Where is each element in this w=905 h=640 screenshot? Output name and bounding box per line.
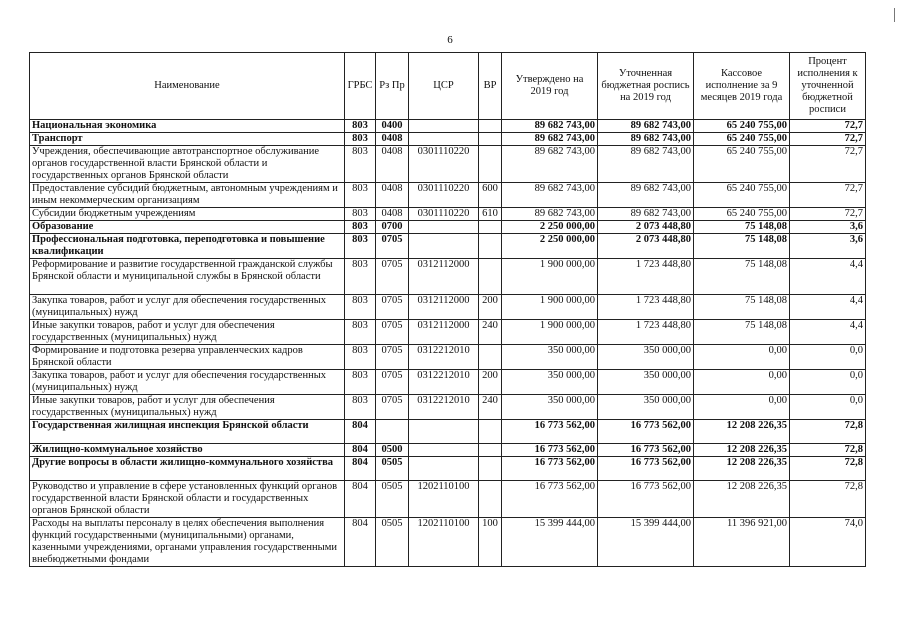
header-csr: ЦСР xyxy=(409,53,479,120)
row-approved: 350 000,00 xyxy=(502,370,598,395)
table-row xyxy=(30,133,866,146)
row-csr xyxy=(409,420,479,444)
row-name: Субсидии бюджетным учреждениям xyxy=(30,208,345,221)
row-vr: 200 xyxy=(479,370,502,395)
header-rzpr: Рз Пр xyxy=(376,53,409,120)
row-name: Закупка товаров, работ и услуг для обеспечения государственных (муниципальных) нужд xyxy=(30,370,345,395)
row-csr: 0312212010 xyxy=(409,345,479,370)
row-refined: 89 682 743,00 xyxy=(598,146,694,183)
row-approved: 2 250 000,00 xyxy=(502,221,598,234)
row-percent: 0,0 xyxy=(790,345,866,370)
row-vr: 240 xyxy=(479,320,502,345)
row-csr: 0312212010 xyxy=(409,395,479,420)
row-vr: 100 xyxy=(479,518,502,567)
row-vr xyxy=(479,345,502,370)
row-cash: 65 240 755,00 xyxy=(694,133,790,146)
table-row xyxy=(30,208,866,221)
row-grbs: 803 xyxy=(345,395,376,420)
row-approved: 1 900 000,00 xyxy=(502,259,598,295)
row-cash: 65 240 755,00 xyxy=(694,146,790,183)
row-name: Иные закупки товаров, работ и услуг для обеспечения государственных (муниципальных) нужд xyxy=(30,320,345,345)
row-grbs: 803 xyxy=(345,259,376,295)
row-csr: 0301110220 xyxy=(409,208,479,221)
row-grbs: 803 xyxy=(345,146,376,183)
row-refined: 1 723 448,80 xyxy=(598,320,694,345)
table-row xyxy=(30,518,866,567)
row-csr: 0312112000 xyxy=(409,320,479,345)
row-name: Предоставление субсидий бюджетным, автономным учреждениям и иным некоммерческим организациям xyxy=(30,183,345,208)
header-cash: Кассовое исполнение за 9 месяцев 2019 года xyxy=(694,53,790,120)
row-cash: 11 396 921,00 xyxy=(694,518,790,567)
row-percent: 72,7 xyxy=(790,146,866,183)
header-percent: Процент исполнения к уточненной бюджетной росписи xyxy=(790,53,866,120)
row-percent: 72,8 xyxy=(790,420,866,444)
row-grbs: 803 xyxy=(345,221,376,234)
header-name: Наименование xyxy=(30,53,345,120)
row-rzpr: 0700 xyxy=(376,221,409,234)
row-approved: 1 900 000,00 xyxy=(502,320,598,345)
row-vr xyxy=(479,259,502,295)
row-approved: 16 773 562,00 xyxy=(502,420,598,444)
row-name: Учреждения, обеспечивающие автотранспортное обслуживание органов государственной власти Брянской области и государственных органов Брянской области xyxy=(30,146,345,183)
row-refined: 2 073 448,80 xyxy=(598,234,694,259)
row-csr xyxy=(409,457,479,481)
header-approved: Утверждено на 2019 год xyxy=(502,53,598,120)
row-vr xyxy=(479,146,502,183)
row-grbs: 803 xyxy=(345,295,376,320)
row-grbs: 803 xyxy=(345,345,376,370)
row-csr: 0312112000 xyxy=(409,295,479,320)
table-row xyxy=(30,320,866,345)
row-percent: 72,7 xyxy=(790,120,866,133)
row-approved: 89 682 743,00 xyxy=(502,120,598,133)
row-refined: 1 723 448,80 xyxy=(598,295,694,320)
row-refined: 89 682 743,00 xyxy=(598,120,694,133)
row-name: Жилищно-коммунальное хозяйство xyxy=(30,444,345,457)
edge-mark xyxy=(894,8,895,22)
row-cash: 12 208 226,35 xyxy=(694,457,790,481)
row-cash: 75 148,08 xyxy=(694,295,790,320)
row-cash: 12 208 226,35 xyxy=(694,481,790,518)
row-refined: 89 682 743,00 xyxy=(598,208,694,221)
row-csr: 0301110220 xyxy=(409,146,479,183)
row-approved: 15 399 444,00 xyxy=(502,518,598,567)
row-approved: 350 000,00 xyxy=(502,345,598,370)
row-vr xyxy=(479,420,502,444)
row-rzpr: 0705 xyxy=(376,320,409,345)
row-name: Другие вопросы в области жилищно-коммунального хозяйства xyxy=(30,457,345,481)
row-cash: 75 148,08 xyxy=(694,259,790,295)
table-row xyxy=(30,481,866,518)
table-row xyxy=(30,221,866,234)
row-refined: 16 773 562,00 xyxy=(598,457,694,481)
row-cash: 65 240 755,00 xyxy=(694,120,790,133)
row-rzpr: 0505 xyxy=(376,457,409,481)
row-vr xyxy=(479,221,502,234)
header-vr: ВР xyxy=(479,53,502,120)
row-refined: 89 682 743,00 xyxy=(598,133,694,146)
row-name: Транспорт xyxy=(30,133,345,146)
row-rzpr: 0500 xyxy=(376,444,409,457)
row-cash: 65 240 755,00 xyxy=(694,208,790,221)
row-grbs: 803 xyxy=(345,370,376,395)
row-vr: 240 xyxy=(479,395,502,420)
row-grbs: 803 xyxy=(345,133,376,146)
budget-execution-table xyxy=(29,52,866,567)
row-name: Иные закупки товаров, работ и услуг для обеспечения государственных (муниципальных) нужд xyxy=(30,395,345,420)
row-refined: 16 773 562,00 xyxy=(598,420,694,444)
row-grbs: 804 xyxy=(345,420,376,444)
table-row xyxy=(30,420,866,444)
table-row xyxy=(30,146,866,183)
row-cash: 0,00 xyxy=(694,345,790,370)
row-name: Национальная экономика xyxy=(30,120,345,133)
row-refined: 16 773 562,00 xyxy=(598,481,694,518)
row-refined: 350 000,00 xyxy=(598,345,694,370)
row-name: Руководство и управление в сфере установленных функций органов государственной власти Брянской области и государственных органов Брянской области xyxy=(30,481,345,518)
table-row xyxy=(30,295,866,320)
row-rzpr: 0408 xyxy=(376,133,409,146)
row-csr xyxy=(409,120,479,133)
row-vr: 610 xyxy=(479,208,502,221)
row-csr xyxy=(409,133,479,146)
row-percent: 0,0 xyxy=(790,395,866,420)
row-approved: 89 682 743,00 xyxy=(502,208,598,221)
row-grbs: 803 xyxy=(345,320,376,345)
row-percent: 74,0 xyxy=(790,518,866,567)
row-rzpr: 0705 xyxy=(376,295,409,320)
row-percent: 0,0 xyxy=(790,370,866,395)
table-row xyxy=(30,345,866,370)
row-refined: 89 682 743,00 xyxy=(598,183,694,208)
row-approved: 16 773 562,00 xyxy=(502,481,598,518)
row-cash: 65 240 755,00 xyxy=(694,183,790,208)
row-refined: 350 000,00 xyxy=(598,370,694,395)
row-cash: 12 208 226,35 xyxy=(694,420,790,444)
row-grbs: 804 xyxy=(345,457,376,481)
row-approved: 89 682 743,00 xyxy=(502,183,598,208)
row-percent: 3,6 xyxy=(790,234,866,259)
header-row xyxy=(30,53,866,120)
row-approved: 1 900 000,00 xyxy=(502,295,598,320)
row-approved: 16 773 562,00 xyxy=(502,457,598,481)
row-approved: 16 773 562,00 xyxy=(502,444,598,457)
row-percent: 72,8 xyxy=(790,481,866,518)
row-percent: 72,8 xyxy=(790,444,866,457)
row-vr xyxy=(479,234,502,259)
row-vr xyxy=(479,457,502,481)
table-row xyxy=(30,259,866,295)
row-refined: 16 773 562,00 xyxy=(598,444,694,457)
row-name: Государственная жилищная инспекция Брянской области xyxy=(30,420,345,444)
row-grbs: 804 xyxy=(345,444,376,457)
row-csr: 1202110100 xyxy=(409,518,479,567)
row-vr xyxy=(479,120,502,133)
row-csr xyxy=(409,444,479,457)
row-refined: 15 399 444,00 xyxy=(598,518,694,567)
row-approved: 89 682 743,00 xyxy=(502,146,598,183)
row-percent: 3,6 xyxy=(790,221,866,234)
row-percent: 72,8 xyxy=(790,457,866,481)
header-refined: Уточненная бюджетная роспись на 2019 год xyxy=(598,53,694,120)
row-grbs: 803 xyxy=(345,234,376,259)
table-row xyxy=(30,444,866,457)
row-vr: 600 xyxy=(479,183,502,208)
row-approved: 89 682 743,00 xyxy=(502,133,598,146)
row-csr: 0312112000 xyxy=(409,259,479,295)
row-rzpr: 0505 xyxy=(376,481,409,518)
row-vr: 200 xyxy=(479,295,502,320)
row-csr: 0312212010 xyxy=(409,370,479,395)
table-row xyxy=(30,395,866,420)
row-rzpr xyxy=(376,420,409,444)
table-row xyxy=(30,370,866,395)
row-rzpr: 0705 xyxy=(376,234,409,259)
row-name: Формирование и подготовка резерва управленческих кадров Брянской области xyxy=(30,345,345,370)
row-rzpr: 0408 xyxy=(376,208,409,221)
row-rzpr: 0505 xyxy=(376,518,409,567)
table-row xyxy=(30,234,866,259)
row-cash: 75 148,08 xyxy=(694,221,790,234)
row-name: Профессиональная подготовка, переподготовка и повышение квалификации xyxy=(30,234,345,259)
row-csr: 1202110100 xyxy=(409,481,479,518)
header-grbs: ГРБС xyxy=(345,53,376,120)
row-grbs: 803 xyxy=(345,120,376,133)
row-csr xyxy=(409,221,479,234)
row-csr: 0301110220 xyxy=(409,183,479,208)
row-percent: 72,7 xyxy=(790,208,866,221)
row-rzpr: 0705 xyxy=(376,370,409,395)
row-percent: 72,7 xyxy=(790,183,866,208)
table-row xyxy=(30,183,866,208)
row-rzpr: 0400 xyxy=(376,120,409,133)
row-rzpr: 0705 xyxy=(376,345,409,370)
row-vr xyxy=(479,444,502,457)
row-name: Образование xyxy=(30,221,345,234)
row-rzpr: 0408 xyxy=(376,146,409,183)
row-rzpr: 0705 xyxy=(376,259,409,295)
row-refined: 2 073 448,80 xyxy=(598,221,694,234)
row-cash: 12 208 226,35 xyxy=(694,444,790,457)
table-row xyxy=(30,120,866,133)
row-name: Реформирование и развитие государственной гражданской службы Брянской области и муниципальной службы в Брянской области xyxy=(30,259,345,295)
row-percent: 4,4 xyxy=(790,259,866,295)
page-number: 6 xyxy=(447,34,453,46)
row-grbs: 804 xyxy=(345,518,376,567)
row-vr xyxy=(479,133,502,146)
table-row xyxy=(30,457,866,481)
row-vr xyxy=(479,481,502,518)
row-rzpr: 0408 xyxy=(376,183,409,208)
row-rzpr: 0705 xyxy=(376,395,409,420)
row-name: Расходы на выплаты персоналу в целях обеспечения выполнения функций государственными (муниципальными) органами, казенными учреждениями, органами управления государственными внебюджетными фондами xyxy=(30,518,345,567)
row-name: Закупка товаров, работ и услуг для обеспечения государственных (муниципальных) нужд xyxy=(30,295,345,320)
row-approved: 350 000,00 xyxy=(502,395,598,420)
row-grbs: 803 xyxy=(345,183,376,208)
row-percent: 4,4 xyxy=(790,320,866,345)
row-refined: 1 723 448,80 xyxy=(598,259,694,295)
row-cash: 75 148,08 xyxy=(694,234,790,259)
row-percent: 72,7 xyxy=(790,133,866,146)
row-cash: 0,00 xyxy=(694,395,790,420)
row-cash: 75 148,08 xyxy=(694,320,790,345)
row-grbs: 803 xyxy=(345,208,376,221)
row-percent: 4,4 xyxy=(790,295,866,320)
row-cash: 0,00 xyxy=(694,370,790,395)
row-grbs: 804 xyxy=(345,481,376,518)
row-csr xyxy=(409,234,479,259)
row-refined: 350 000,00 xyxy=(598,395,694,420)
row-approved: 2 250 000,00 xyxy=(502,234,598,259)
